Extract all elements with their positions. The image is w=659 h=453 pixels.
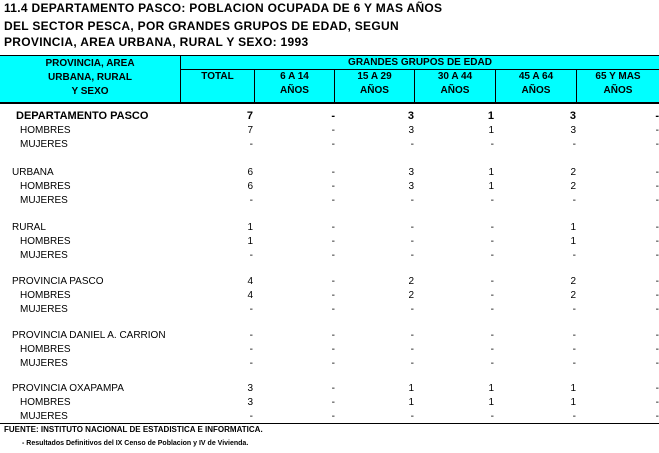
table-title-line-3: PROVINCIA, AREA URBANA, RURAL Y SEXO: 1993 xyxy=(4,35,309,49)
row-value: - xyxy=(655,358,659,369)
stub-header-line-1: PROVINCIA, AREA xyxy=(45,58,135,69)
row-value: - xyxy=(655,276,659,287)
row-value: 1 xyxy=(570,397,576,408)
row-value: - xyxy=(249,139,253,150)
row-value: 1 xyxy=(487,110,494,122)
stub-header-line-3: Y SEXO xyxy=(71,86,109,97)
row-value: - xyxy=(331,411,335,422)
row-value: 1 xyxy=(247,222,253,233)
row-value: 7 xyxy=(247,125,253,136)
table-row xyxy=(0,221,659,234)
row-value: 1 xyxy=(408,383,414,394)
row-label: PROVINCIA DANIEL A. CARRION xyxy=(12,330,166,341)
row-value: - xyxy=(331,344,335,355)
row-value: - xyxy=(331,290,335,301)
row-value: - xyxy=(490,411,494,422)
row-label: MUJERES xyxy=(20,411,68,422)
row-value: - xyxy=(655,383,659,394)
row-label: DEPARTAMENTO PASCO xyxy=(16,110,149,122)
row-value: - xyxy=(572,139,576,150)
row-value: 1 xyxy=(570,236,576,247)
col-header-15-29-unit: AÑOS xyxy=(360,85,389,96)
row-value: - xyxy=(572,195,576,206)
table-header xyxy=(0,55,659,104)
row-value: - xyxy=(490,250,494,261)
row-value: - xyxy=(249,304,253,315)
row-value: - xyxy=(331,304,335,315)
row-value: - xyxy=(410,304,414,315)
row-value: - xyxy=(331,250,335,261)
col-header-total: TOTAL xyxy=(201,71,234,82)
row-value: - xyxy=(655,222,659,233)
row-value: - xyxy=(655,397,659,408)
row-value: - xyxy=(410,236,414,247)
row-value: - xyxy=(490,304,494,315)
row-value: - xyxy=(655,110,659,122)
table-row xyxy=(0,382,659,395)
row-value: 3 xyxy=(407,110,414,122)
col-header-30-44: 30 A 44 xyxy=(437,71,473,82)
row-value: 1 xyxy=(488,383,494,394)
row-value: 2 xyxy=(408,290,414,301)
table-subrow xyxy=(0,410,659,423)
row-value: - xyxy=(249,358,253,369)
row-label: HOMBRES xyxy=(20,125,71,136)
row-value: - xyxy=(249,250,253,261)
row-value: 1 xyxy=(488,167,494,178)
row-label: HOMBRES xyxy=(20,236,71,247)
table-row xyxy=(0,166,659,179)
row-value: - xyxy=(655,167,659,178)
row-label: PROVINCIA PASCO xyxy=(12,276,104,287)
col-header-30-44-unit: AÑOS xyxy=(440,85,470,96)
row-label: MUJERES xyxy=(20,304,68,315)
row-value: - xyxy=(410,250,414,261)
table-subrow xyxy=(0,180,659,193)
row-value: - xyxy=(331,383,335,394)
row-value: - xyxy=(655,236,659,247)
row-value: - xyxy=(410,139,414,150)
col-header-65-plus: 65 Y MAS xyxy=(595,71,641,82)
row-value: 1 xyxy=(488,125,494,136)
row-label: HOMBRES xyxy=(20,397,71,408)
row-value: 3 xyxy=(569,110,576,122)
row-value: - xyxy=(490,195,494,206)
row-label: MUJERES xyxy=(20,195,68,206)
col-header-15-29: 15 A 29 xyxy=(357,71,392,82)
row-value: - xyxy=(249,344,253,355)
row-value: - xyxy=(410,330,414,341)
row-value: 1 xyxy=(488,181,494,192)
row-value: 6 xyxy=(247,181,253,192)
row-value: - xyxy=(331,125,335,136)
age-group-header: GRANDES GRUPOS DE EDAD xyxy=(348,57,492,68)
row-value: 4 xyxy=(247,276,253,287)
row-value: 1 xyxy=(488,397,494,408)
row-value: 4 xyxy=(247,290,253,301)
row-value: - xyxy=(490,290,494,301)
table-subrow xyxy=(0,138,659,151)
row-value: - xyxy=(655,125,659,136)
row-value: - xyxy=(331,167,335,178)
table-subrow xyxy=(0,289,659,302)
row-value: - xyxy=(572,411,576,422)
table-row xyxy=(0,110,659,123)
row-value: - xyxy=(655,195,659,206)
row-value: 2 xyxy=(408,276,414,287)
row-label: PROVINCIA OXAPAMPA xyxy=(12,383,124,394)
footer-rule xyxy=(0,423,659,424)
row-value: - xyxy=(655,181,659,192)
row-value: - xyxy=(572,250,576,261)
row-value: - xyxy=(490,344,494,355)
row-value: 3 xyxy=(247,397,253,408)
row-value: - xyxy=(655,330,659,341)
row-value: - xyxy=(655,344,659,355)
row-value: - xyxy=(490,139,494,150)
row-value: 2 xyxy=(570,167,576,178)
row-value: - xyxy=(331,397,335,408)
table-title-line-2: DEL SECTOR PESCA, POR GRANDES GRUPOS DE EDAD, SEGUN xyxy=(4,19,399,33)
row-label: MUJERES xyxy=(20,250,68,261)
row-label: RURAL xyxy=(12,222,46,233)
col-header-45-64-unit: AÑOS xyxy=(521,85,551,96)
row-value: 6 xyxy=(247,167,253,178)
table-subrow xyxy=(0,343,659,356)
row-value: 7 xyxy=(246,110,253,122)
row-value: - xyxy=(331,110,335,122)
row-label: URBANA xyxy=(12,167,54,178)
row-value: - xyxy=(331,358,335,369)
row-value: - xyxy=(655,290,659,301)
row-value: - xyxy=(655,411,659,422)
row-value: - xyxy=(331,139,335,150)
table-subrow xyxy=(0,396,659,409)
row-value: - xyxy=(490,330,494,341)
table-subrow xyxy=(0,357,659,370)
row-value: 2 xyxy=(570,181,576,192)
row-value: - xyxy=(572,358,576,369)
col-header-45-64: 45 A 64 xyxy=(518,71,554,82)
census-note: - Resultados Definitivos del IX Censo de Poblacion y IV de Vivienda. xyxy=(22,440,249,447)
row-value: 3 xyxy=(570,125,576,136)
row-value: - xyxy=(572,344,576,355)
row-value: - xyxy=(490,222,494,233)
row-value: 2 xyxy=(570,290,576,301)
col-header-6-14-unit: AÑOS xyxy=(280,85,309,96)
table-subrow xyxy=(0,124,659,137)
row-value: 1 xyxy=(408,397,414,408)
table-subrow xyxy=(0,235,659,248)
row-value: - xyxy=(249,330,253,341)
row-label: MUJERES xyxy=(20,358,68,369)
row-value: - xyxy=(410,358,414,369)
stub-header-line-2: URBANA, RURAL xyxy=(48,72,132,83)
row-value: - xyxy=(410,222,414,233)
table-subrow xyxy=(0,194,659,207)
row-label: HOMBRES xyxy=(20,290,71,301)
row-value: - xyxy=(410,344,414,355)
table-subrow xyxy=(0,303,659,316)
row-value: - xyxy=(655,250,659,261)
col-header-65-plus-unit: AÑOS xyxy=(603,85,633,96)
row-value: - xyxy=(331,276,335,287)
col-header-6-14: 6 A 14 xyxy=(280,71,309,82)
row-value: 3 xyxy=(408,125,414,136)
table-row xyxy=(0,275,659,288)
row-value: - xyxy=(331,236,335,247)
row-value: - xyxy=(249,195,253,206)
row-value: - xyxy=(490,358,494,369)
table-title-line-1: 11.4 DEPARTAMENTO PASCO: POBLACION OCUPADA DE 6 Y MAS AÑOS xyxy=(4,1,443,15)
row-value: - xyxy=(655,139,659,150)
source-note: FUENTE: INSTITUTO NACIONAL DE ESTADISTICA E INFORMATICA. xyxy=(4,425,263,434)
row-value: - xyxy=(331,330,335,341)
row-value: - xyxy=(249,411,253,422)
row-value: 3 xyxy=(408,167,414,178)
row-value: - xyxy=(331,222,335,233)
row-label: HOMBRES xyxy=(20,181,71,192)
row-value: - xyxy=(331,181,335,192)
row-value: - xyxy=(410,195,414,206)
row-value: 1 xyxy=(570,383,576,394)
row-value: 1 xyxy=(247,236,253,247)
row-value: - xyxy=(572,304,576,315)
row-value: 3 xyxy=(247,383,253,394)
row-value: 3 xyxy=(408,181,414,192)
row-value: 1 xyxy=(570,222,576,233)
row-label: MUJERES xyxy=(20,139,68,150)
row-value: - xyxy=(331,195,335,206)
row-value: - xyxy=(655,304,659,315)
table-subrow xyxy=(0,249,659,262)
row-value: - xyxy=(572,330,576,341)
table-row xyxy=(0,329,659,342)
row-value: - xyxy=(490,236,494,247)
row-label: HOMBRES xyxy=(20,344,71,355)
row-value: - xyxy=(410,411,414,422)
row-value: 2 xyxy=(570,276,576,287)
row-value: - xyxy=(490,276,494,287)
